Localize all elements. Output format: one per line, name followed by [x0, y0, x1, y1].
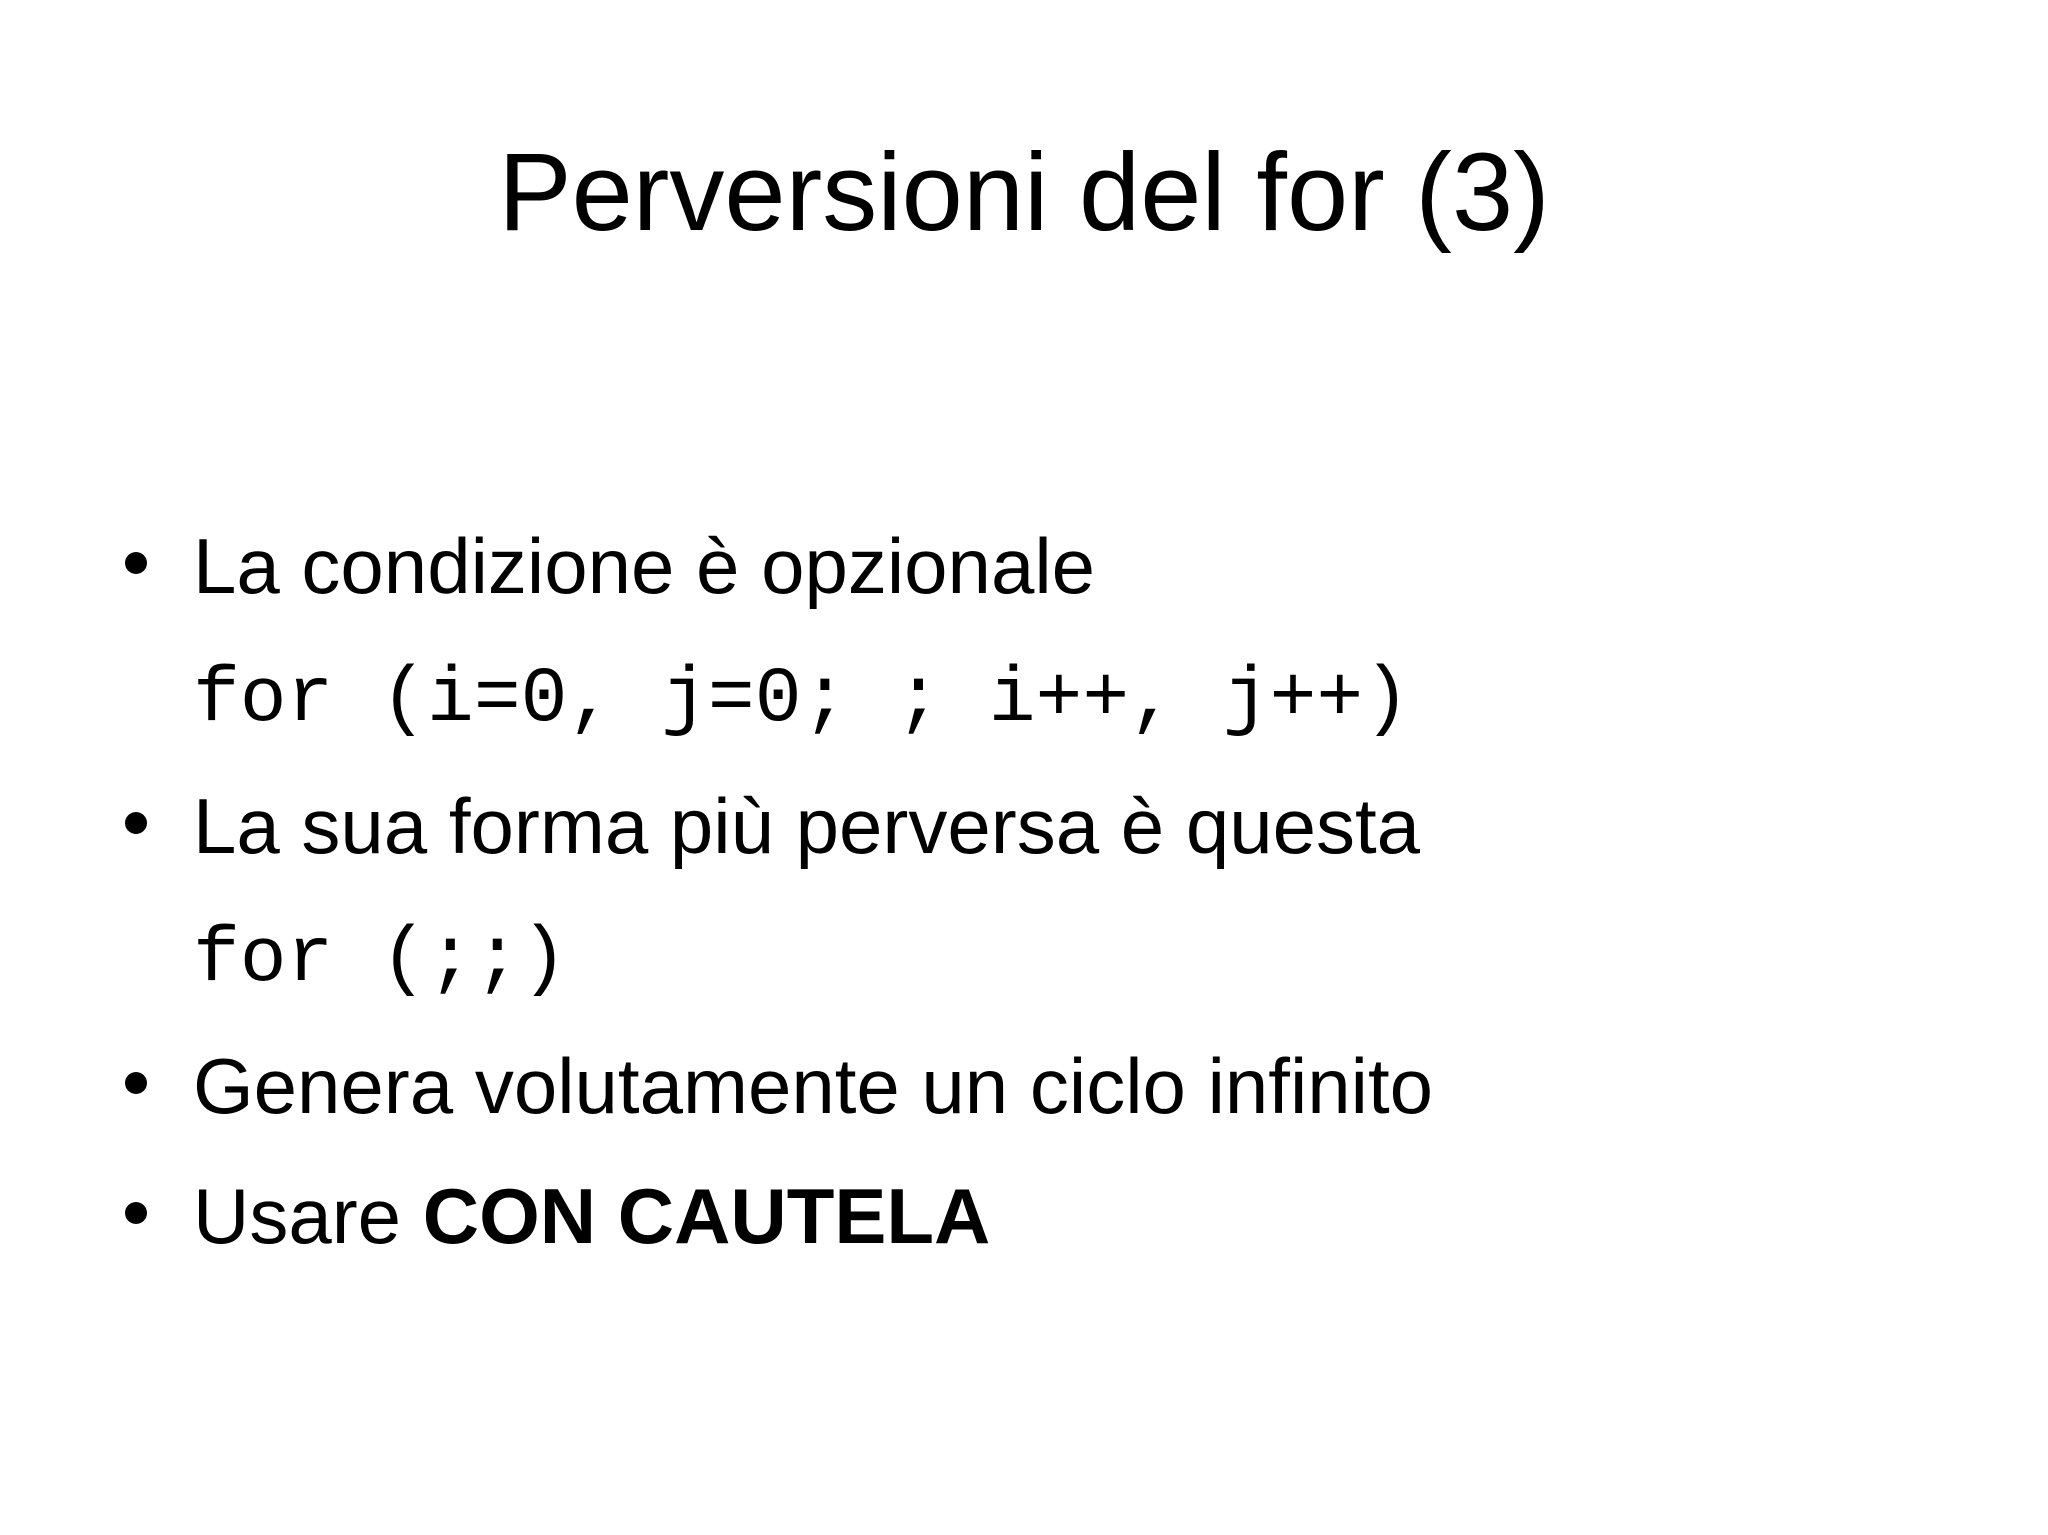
bullet-text: La sua forma più perversa è questa [193, 782, 1421, 870]
bullet-dot-icon [125, 812, 147, 834]
bullet-text: La condizione è opzionale [193, 522, 1096, 610]
bullet-text-plain: Usare [193, 1172, 423, 1260]
bullet-dot-icon [125, 1202, 147, 1224]
bullet-text: Genera volutamente un ciclo infinito [193, 1042, 1434, 1130]
code-example-for-loop: for (i=0, j=0; ; i++, j++) [193, 656, 1410, 744]
bullet-item-perverse-form [0, 776, 2000, 876]
bullet-dot-icon [125, 1072, 147, 1094]
bullet-dot-icon [125, 552, 147, 574]
bullet-text [193, 1166, 990, 1266]
bullet-item-condition-optional [0, 516, 2000, 616]
bullet-item-use-with-caution [0, 1166, 2000, 1266]
bullet-text-emphasis: CON CAUTELA [422, 1172, 991, 1260]
code-example-infinite-for: for (;;) [193, 916, 568, 1004]
bullet-item-infinite-loop [0, 1036, 2000, 1136]
slide-title: Perversioni del for (3) [498, 131, 1550, 254]
